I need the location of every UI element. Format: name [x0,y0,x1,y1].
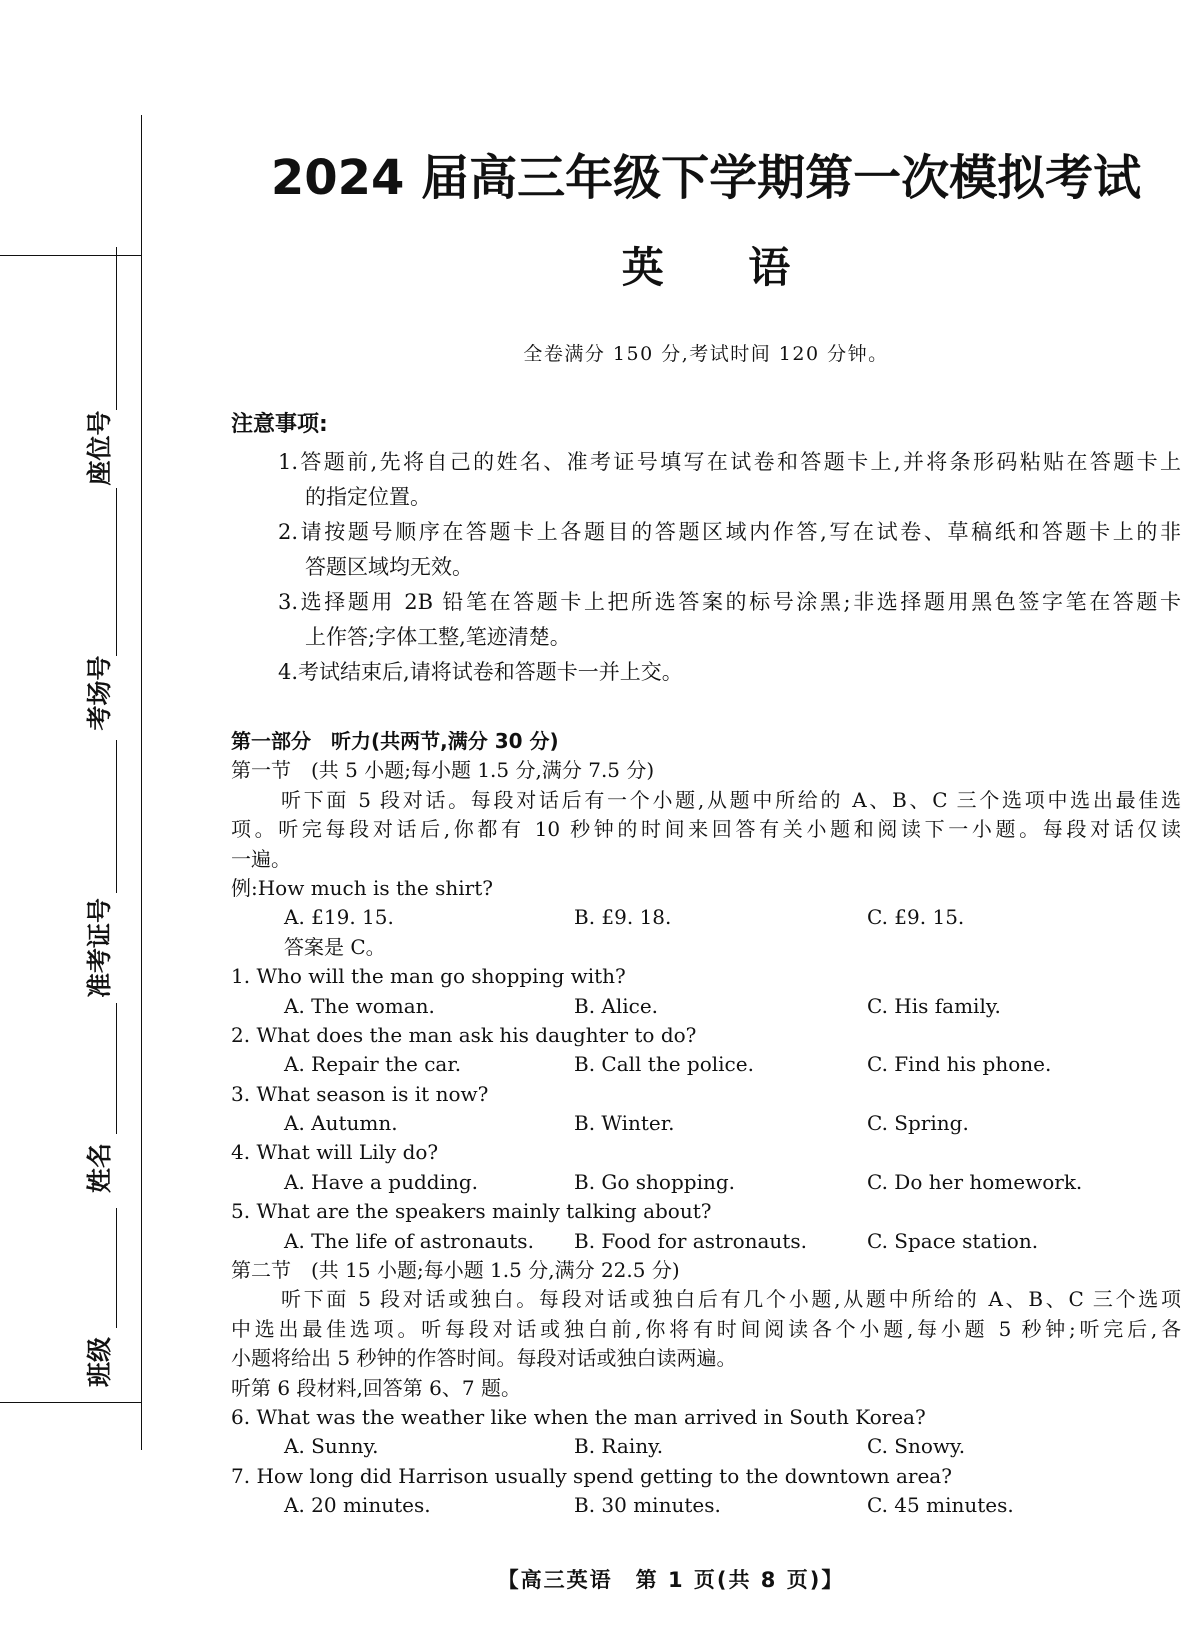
option-b: B. Winter. [574,1111,675,1136]
notice-line: 上作答;字体工整,笔迹清楚。 [305,625,571,649]
option-a: A. The life of astronauts. [284,1228,534,1253]
option-a: A. £19. 15. [284,905,394,930]
question-5: 5. What are the speakers mainly talking about? [231,1199,712,1224]
option-a: A. Repair the car. [284,1052,462,1077]
option-a: A. Autumn. [284,1111,398,1136]
notice-line: 答题区域均无效。 [305,555,473,579]
name-blank [116,1003,117,1134]
notice-heading: 注意事项: [231,412,328,437]
instruction-line: 中选出最佳选项。听每段对话或独白前,你将有时间阅读各个小题,每小题 5 秒钟;听完后,各 [231,1316,1181,1341]
exam-title: 2024 届高三年级下学期第一次模拟考试 [270,150,1142,206]
question-6: 6. What was the weather like when the man arrived in South Korea? [231,1404,926,1429]
part-one-listening [231,727,1181,1521]
admission-number-blank [116,740,117,893]
instruction-line: 听下面 5 段对话。每段对话后有一个小题,从题中所给的 A、B、C 三个选项中选出最佳选 [281,787,1181,812]
score-info: 全卷满分 150 分,考试时间 120 分钟。 [523,343,889,365]
page-footer: 【高三英语 第 1 页(共 8 页)】 [497,1568,845,1592]
option-c: C. Space station. [867,1228,1039,1253]
exam-room-blank [116,488,117,656]
notice-item [278,655,1181,690]
question-4: 4. What will Lily do? [231,1140,439,1165]
example-question: 例:How much is the shirt? [231,875,493,900]
option-c: C. £9. 15. [867,905,965,930]
notice-item [278,515,1181,585]
seat-number-label: 座位号 [85,410,114,486]
admission-number-label: 准考证号 [85,898,114,999]
notice-line: 1.答题前,先将自己的姓名、准考证号填写在试卷和答题卡上,并将条形码粘贴在答题卡上 [278,450,1181,474]
binding-line-bottom [0,1402,142,1403]
binding-line-vertical [141,115,142,1450]
section-two-heading: 第二节 (共 15 小题;每小题 1.5 分,满分 22.5 分) [231,1258,680,1283]
name-label: 姓名 [85,1143,114,1194]
option-b: B. Food for astronauts. [574,1228,807,1253]
notice-line: 4.考试结束后,请将试卷和答题卡一并上交。 [278,660,683,684]
question-2: 2. What does the man ask his daughter to do? [231,1022,697,1047]
option-b: B. Rainy. [574,1434,664,1459]
class-label: 班级 [85,1337,114,1388]
question-2-options [231,1050,1181,1079]
option-b: B. Go shopping. [574,1169,736,1194]
question-1: 1. Who will the man go shopping with? [231,964,626,989]
subject-title: 英 语 [621,243,791,292]
question-5-options [231,1227,1181,1256]
question-7: 7. How long did Harrison usually spend getting to the downtown area? [231,1463,952,1488]
option-c: C. His family. [867,993,1001,1018]
question-6-options [231,1432,1181,1461]
option-a: A. Have a pudding. [284,1169,479,1194]
option-b: B. £9. 18. [574,905,672,930]
section-one-heading: 第一节 (共 5 小题;每小题 1.5 分,满分 7.5 分) [231,758,655,783]
example-options [231,903,1181,932]
example-answer: 答案是 C。 [284,934,386,959]
question-3-options [231,1109,1181,1138]
option-c: C. 45 minutes. [867,1493,1014,1518]
option-a: A. The woman. [284,993,435,1018]
part-heading: 第一部分 听力(共两节,满分 30 分) [231,729,559,753]
instruction-line: 一遍。 [231,846,291,871]
notice-item [278,585,1181,655]
option-b: B. 30 minutes. [574,1493,721,1518]
instruction-line: 小题将给出 5 秒钟的作答时间。每段对话或独白读两遍。 [231,1346,737,1371]
option-c: C. Snowy. [867,1434,966,1459]
material-note: 听第 6 段材料,回答第 6、7 题。 [231,1375,521,1400]
seat-number-blank [116,247,117,410]
question-4-options [231,1168,1181,1197]
option-a: A. Sunny. [284,1434,379,1459]
notice-line: 3.选择题用 2B 铅笔在答题卡上把所选答案的标号涂黑;非选择题用黑色签字笔在答题卡 [278,590,1181,614]
question-7-options [231,1491,1181,1520]
option-b: B. Alice. [574,993,659,1018]
exam-room-label: 考场号 [85,655,114,731]
option-c: C. Spring. [867,1111,969,1136]
option-b: B. Call the police. [574,1052,754,1077]
class-blank [116,1208,117,1328]
instruction-line: 听下面 5 段对话或独白。每段对话或独白后有几个小题,从题中所给的 A、B、C 三个选项 [281,1287,1181,1312]
option-a: A. 20 minutes. [284,1493,431,1518]
notice-line: 的指定位置。 [305,485,431,509]
notice-line: 2.请按题号顺序在答题卡上各题目的答题区域内作答,写在试卷、草稿纸和答题卡上的非 [278,520,1181,544]
notice-list [278,445,1181,690]
binding-line-top [0,255,142,256]
instruction-line: 项。听完每段对话后,你都有 10 秒钟的时间来回答有关小题和阅读下一小题。每段对话仅读 [231,817,1181,842]
question-1-options [231,992,1181,1021]
option-c: C. Do her homework. [867,1169,1083,1194]
notice-item [278,445,1181,515]
question-3: 3. What season is it now? [231,1081,489,1106]
option-c: C. Find his phone. [867,1052,1052,1077]
